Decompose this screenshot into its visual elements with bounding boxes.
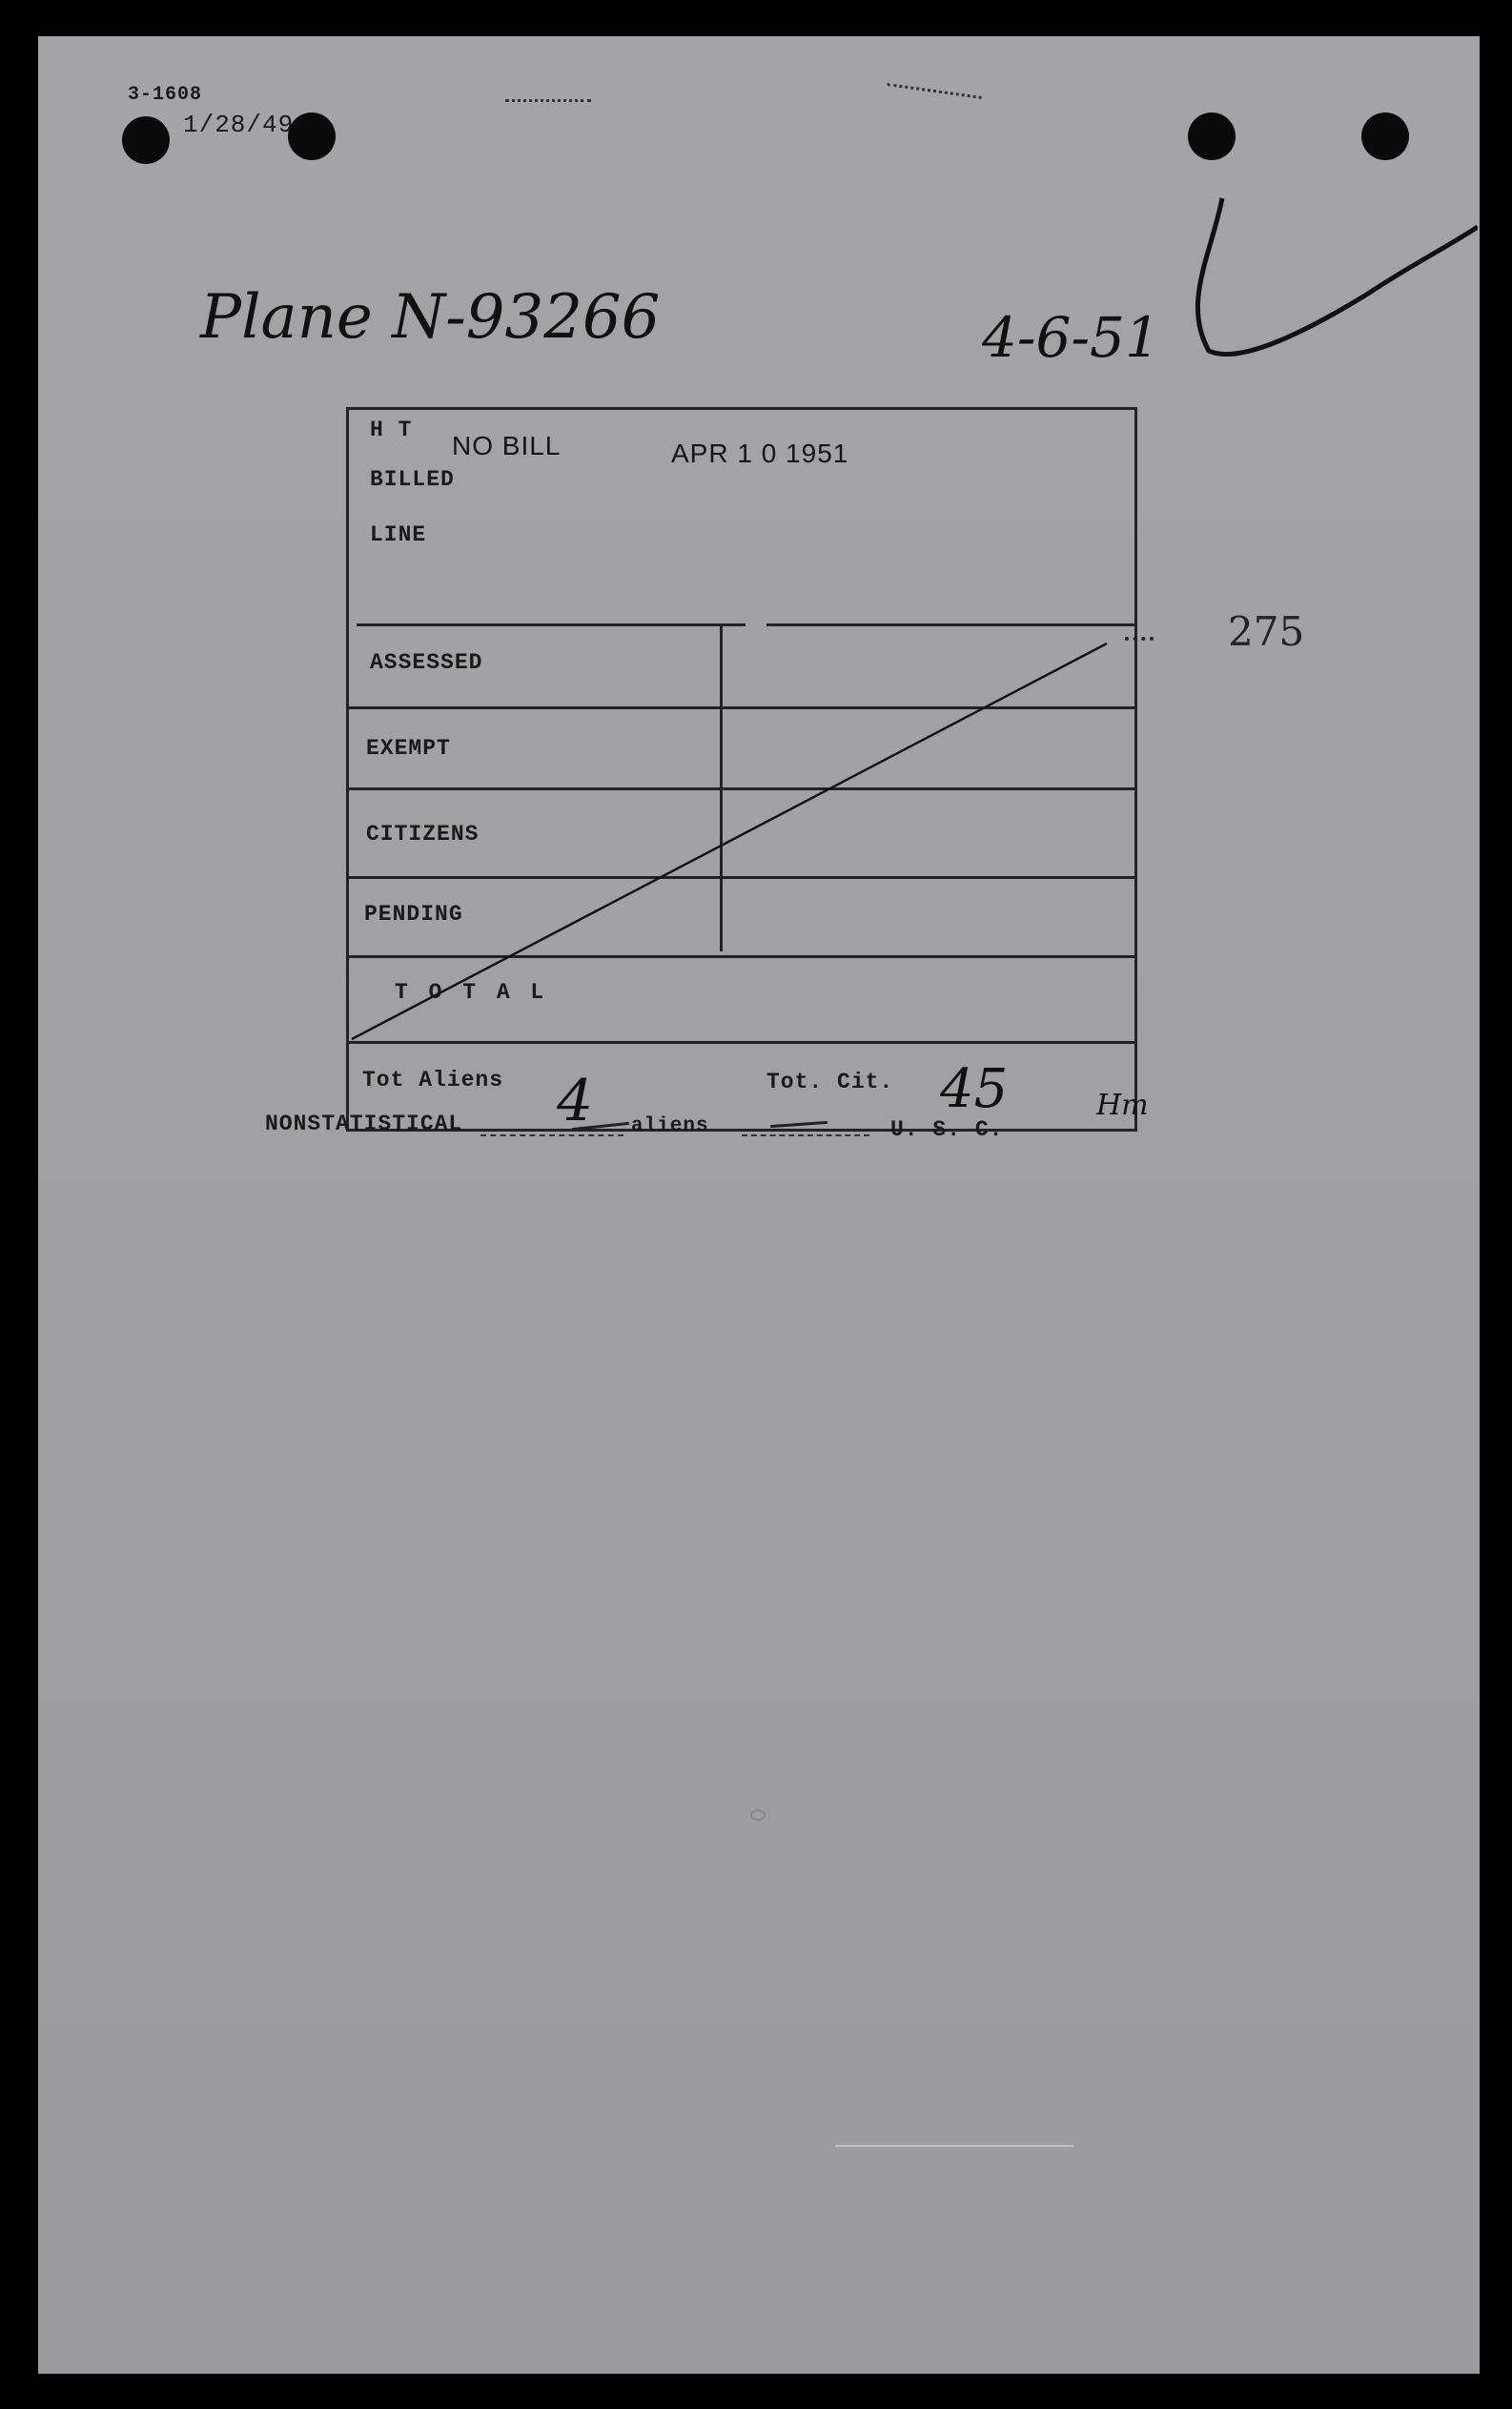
side-number: 275	[1228, 608, 1305, 655]
aliens-label: aliens	[631, 1115, 709, 1137]
usc-label: U. S. C.	[890, 1117, 1004, 1142]
document-page	[38, 36, 1480, 2374]
exempt-label: EXEMPT	[366, 736, 451, 761]
punch-hole-left-2	[288, 112, 336, 160]
punch-hole-left-1	[122, 116, 170, 164]
initials: Hm	[1096, 1089, 1149, 1122]
tot-aliens-value: 4	[557, 1068, 594, 1134]
pending-label: PENDING	[364, 902, 463, 927]
tot-cit-value: 45	[940, 1058, 1009, 1120]
check-mark-stroke	[1163, 160, 1478, 379]
billed-label: BILLED	[370, 467, 455, 492]
form-table	[346, 407, 1137, 1132]
handwritten-date: 4-6-51	[982, 305, 1160, 370]
form-number: 3-1608	[128, 84, 203, 106]
diagonal-cancel-line	[349, 410, 1140, 1134]
top-mark-1	[505, 99, 591, 102]
nonstatistical-dash-1	[480, 1134, 623, 1136]
header-ht: H T	[370, 418, 413, 442]
paper-blemish	[750, 1809, 766, 1821]
form-date: 1/28/49	[183, 111, 295, 139]
plane-label: Plane N-93266	[200, 282, 661, 353]
punch-hole-right-2	[1361, 112, 1409, 160]
side-dots	[1125, 637, 1154, 641]
top-mark-2	[887, 83, 981, 99]
tot-cit-label: Tot. Cit.	[766, 1070, 894, 1094]
citizens-label: CITIZENS	[366, 822, 480, 847]
faint-line	[835, 2145, 1073, 2147]
date-stamp: APR 1 0 1951	[671, 439, 849, 468]
punch-hole-right-1	[1188, 112, 1236, 160]
no-bill-stamp: NO BILL	[452, 431, 562, 460]
nonstatistical-dash-2	[742, 1134, 869, 1136]
line-label: LINE	[370, 522, 427, 547]
tot-aliens-label: Tot Aliens	[362, 1068, 504, 1092]
nonstatistical-label: NONSTATISTICAL	[265, 1112, 463, 1136]
total-label: T O T A L	[395, 980, 548, 1005]
assessed-label: ASSESSED	[370, 650, 483, 675]
